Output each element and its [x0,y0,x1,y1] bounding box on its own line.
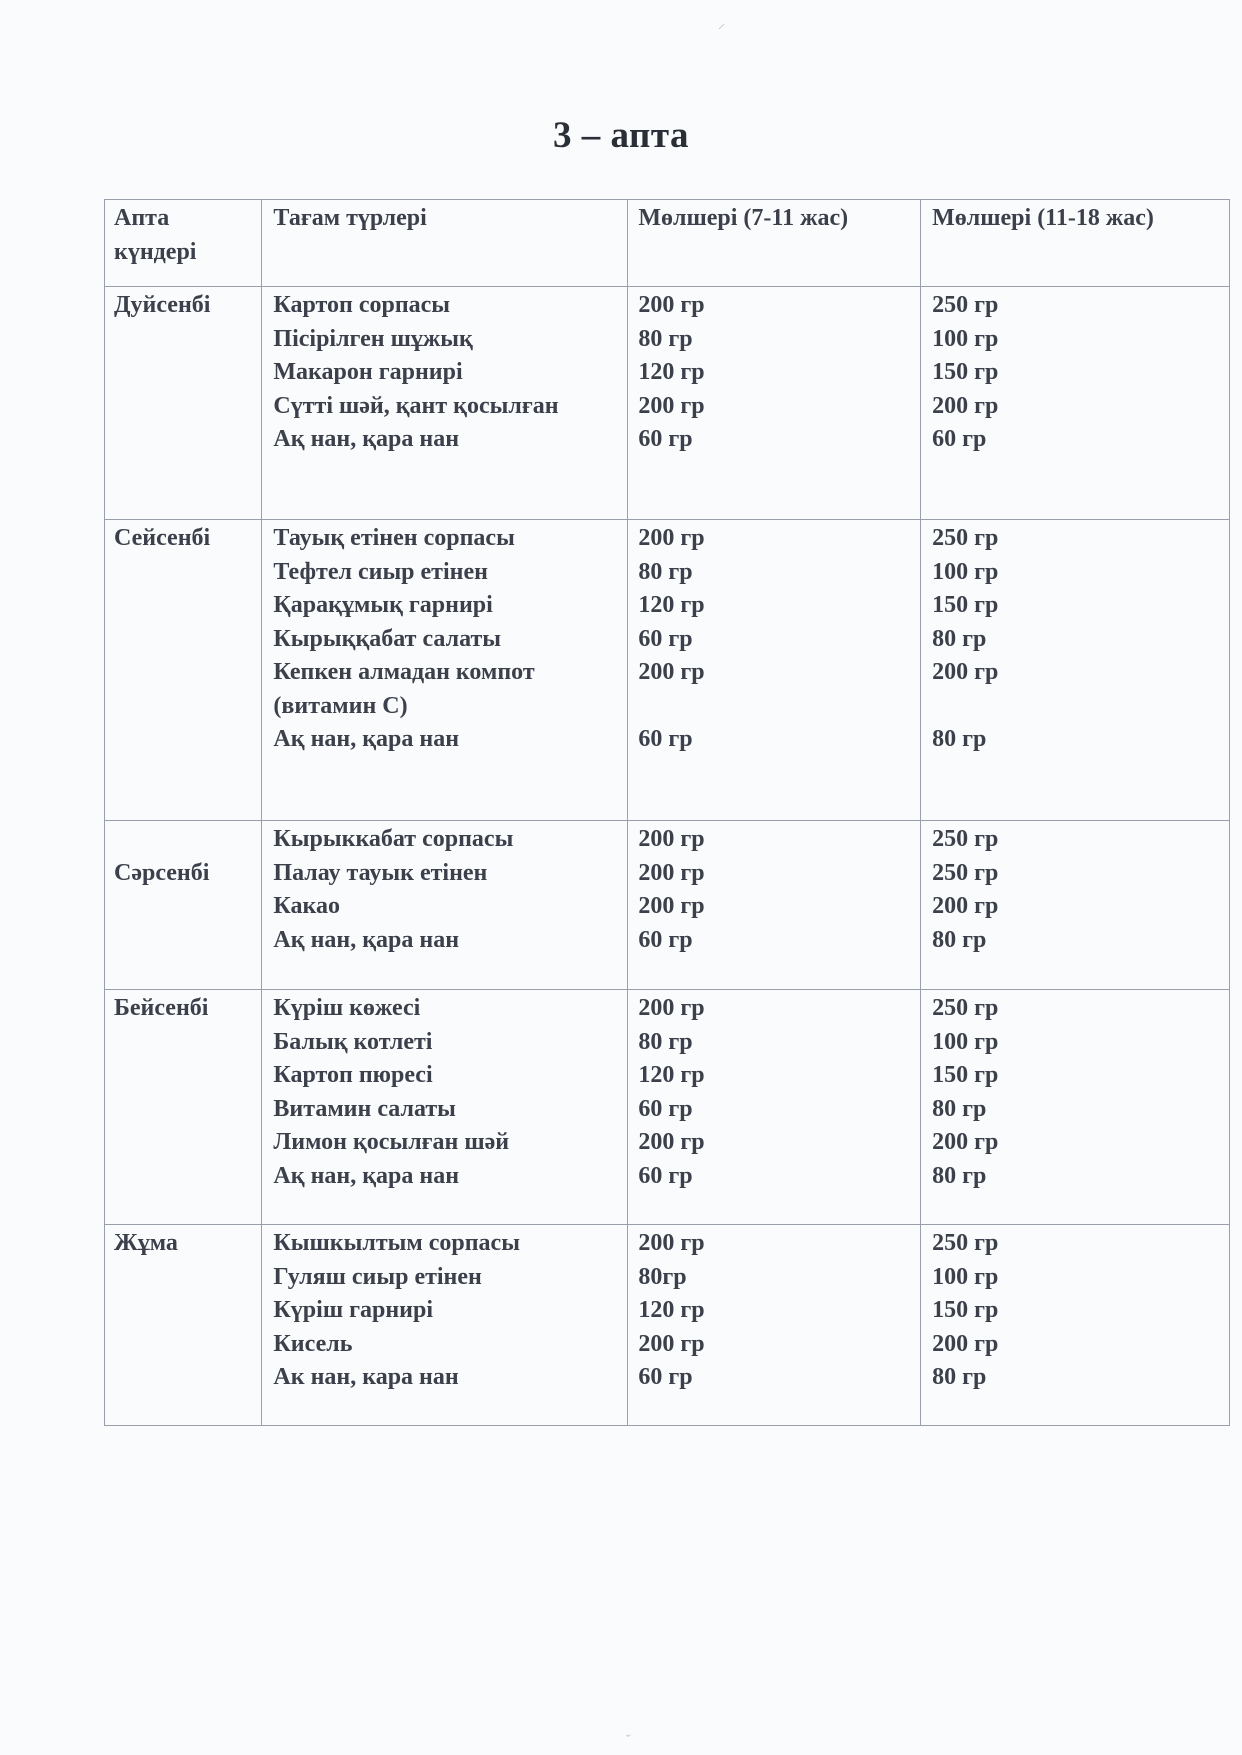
amount-7-11-cell [628,1225,921,1426]
amount-value: 60 гр [932,426,987,452]
food-item: Картоп сорпасы [273,292,451,318]
amount-value: 200 гр [638,826,705,852]
food-item: Күріш көжесі [273,995,421,1021]
amount-value: 200 гр [638,893,705,919]
food-item: Кисель [273,1330,353,1357]
amount-value: 250 гр [932,292,999,318]
table-row [105,287,1230,520]
food-item: Ак нан, кара нан [273,1364,459,1390]
amount-value: 100 гр [932,325,999,352]
amount-value: 150 гр [932,1297,999,1323]
amount-value: 200 гр [932,659,999,685]
amount-7-11-cell [628,287,921,520]
food-item: Ақ нан, қара нан [273,926,460,953]
amount-value: 60 гр [638,1162,693,1189]
amount-value: 250 гр [932,1230,999,1256]
amount-value: 60 гр [638,1095,693,1122]
day-cell [105,520,262,821]
day-cell [105,821,262,990]
day-label: Сейсенбі [114,525,211,551]
food-item: Какао [273,893,340,919]
food-item: Ақ нан, қара нан [273,726,460,752]
amount-value: 120 гр [638,359,705,385]
amount-value: 120 гр [638,592,705,618]
amount-value: 250 гр [932,859,999,886]
amount-7-11-cell [628,821,921,990]
amount-value: 60 гр [638,726,693,752]
amount-value: 200 гр [638,1330,705,1357]
amount-value: 100 гр [932,1263,999,1290]
table-row [105,821,1230,990]
day-label: Жұма [114,1230,178,1256]
header-food: Тағам түрлері [262,200,628,287]
amount-value: 200 гр [932,1129,999,1155]
amount-value: 200 гр [638,659,705,685]
scan-mark-bottom: ˇ [626,1733,631,1748]
day-label: Сәрсенбі [114,860,210,886]
food-item: Сүтті шәй, қант қосылған [273,392,559,419]
amount-11-18-cell [921,990,1230,1225]
food-item: Картоп пюресі [273,1062,433,1088]
header-row [105,200,1230,287]
table-row [105,1225,1230,1426]
amount-value: 250 гр [932,525,999,551]
amount-value: 60 гр [638,926,693,953]
header-amount-7-11: Мөлшері (7-11 жас) [628,200,921,287]
amount-value: 200 гр [638,995,705,1021]
amount-value: 80 гр [638,558,693,585]
amount-value: 150 гр [932,1062,999,1088]
food-item: Кырыккабат сорпасы [273,826,514,852]
amount-value: 80 гр [932,1364,987,1390]
food-item: Витамин салаты [273,1095,456,1122]
amount-value [932,690,1229,724]
amount-value: 80 гр [932,726,987,752]
amount-value: 250 гр [932,995,999,1021]
header-day-line: күндері [114,238,197,265]
amount-value: 80 гр [932,926,987,953]
food-item: Макарон гарнирі [273,359,463,385]
amount-value: 80 гр [932,625,987,652]
amount-value: 150 гр [932,359,999,385]
food-cell [262,1225,628,1426]
amount-value [638,690,920,724]
amount-value: 80 гр [932,1162,987,1189]
page-title: 3 – апта [553,115,689,156]
day-cell [105,287,262,520]
food-item: (витамин С) [273,692,408,719]
food-item: Ақ нан, қара нан [273,1162,460,1189]
amount-value: 80 гр [932,1095,987,1122]
food-item: Қарақұмық гарнирі [273,592,493,618]
amount-value: 200 гр [638,525,705,551]
table-row [105,990,1230,1225]
food-item: Тауық етінен сорпасы [273,525,515,551]
food-item: Күріш гарнирі [273,1297,434,1323]
food-item: Палау тауык етінен [273,859,488,886]
scan-mark-top: ⸝ [718,17,725,32]
amount-value: 120 гр [638,1297,705,1323]
day-cell [105,990,262,1225]
amount-value: 120 гр [638,1062,705,1088]
day-label: Дуйсенбі [114,292,211,318]
food-item: Гуляш сиыр етінен [273,1263,482,1290]
table-row [105,520,1230,821]
amount-11-18-cell [921,821,1230,990]
amount-value: 80 гр [638,1028,693,1055]
food-item: Ақ нан, қара нан [273,426,460,452]
amount-value: 150 гр [932,592,999,618]
amount-7-11-cell [628,990,921,1225]
day-label: Бейсенбі [114,995,209,1021]
food-item: Кепкен алмадан компот [273,659,535,685]
amount-7-11-cell [628,520,921,821]
food-item: Лимон қосылған шәй [273,1129,510,1155]
day-cell [105,1225,262,1426]
amount-value: 60 гр [638,426,693,452]
amount-value: 250 гр [932,826,999,852]
amount-11-18-cell [921,287,1230,520]
food-cell [262,520,628,821]
food-item: Тефтел сиыр етінен [273,558,488,585]
amount-value: 200 гр [932,392,999,419]
amount-value: 200 гр [932,893,999,919]
amount-value: 100 гр [932,1028,999,1055]
food-item: Кышкылтым сорпасы [273,1230,520,1256]
food-item: Балық котлеті [273,1028,433,1055]
amount-value: 80 гр [638,325,693,352]
food-item: Кырыққабат салаты [273,625,501,652]
amount-value: 200 гр [638,1230,705,1256]
menu-table [104,199,1230,1426]
amount-value: 200 гр [638,1129,705,1155]
amount-value: 60 гр [638,1364,693,1390]
food-cell [262,990,628,1225]
food-cell [262,287,628,520]
amount-value: 200 гр [638,392,705,419]
amount-value: 100 гр [932,558,999,585]
amount-value: 60 гр [638,625,693,652]
amount-11-18-cell [921,1225,1230,1426]
food-cell [262,821,628,990]
amount-value: 80гр [638,1263,687,1290]
amount-11-18-cell [921,520,1230,821]
header-day [105,200,262,287]
header-day-line: Апта [114,205,170,231]
amount-value: 200 гр [932,1330,999,1357]
amount-value: 200 гр [638,292,705,318]
amount-value: 200 гр [638,859,705,886]
header-amount-11-18: Мөлшері (11-18 жас) [921,200,1230,287]
food-item: Пісірілген шұжық [273,325,473,352]
